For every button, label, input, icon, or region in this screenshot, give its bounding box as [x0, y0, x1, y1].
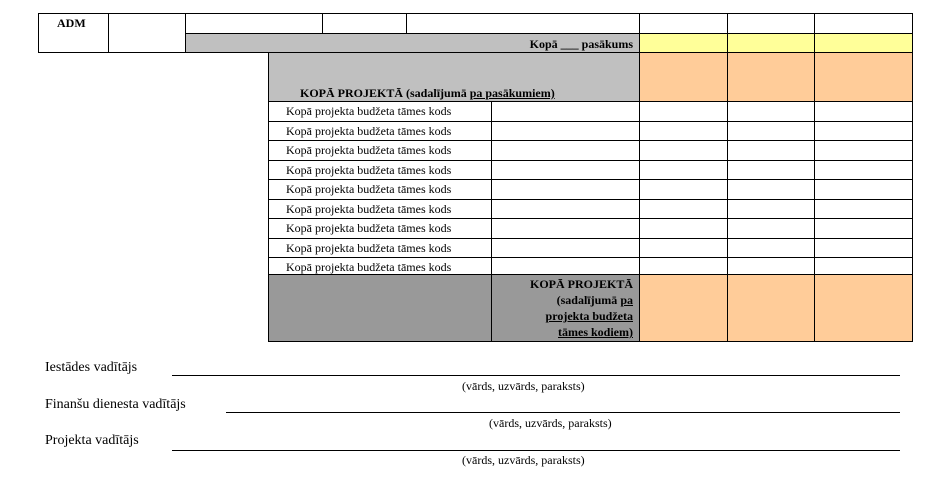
budget-row-value-cell — [814, 160, 913, 180]
budget-row-label: Kopā projekta budžeta tāmes kods — [286, 163, 452, 177]
budget-row-label-cell — [268, 140, 492, 161]
code-total-value-cell — [639, 274, 728, 342]
adm-label: ADM — [57, 16, 86, 30]
project-total-heading-cell — [268, 52, 640, 102]
budget-row-value-cell — [639, 101, 728, 122]
subtotal-suffix: pasākums — [581, 37, 633, 51]
subtotal-label-cell — [185, 33, 640, 53]
code-total-gray-cell — [268, 274, 492, 342]
signature-label-project: Projekta vadītājs — [45, 433, 139, 448]
signature-label-head: Iestādes vadītājs — [45, 360, 138, 375]
budget-row-code-cell — [491, 199, 640, 219]
project-total-underlined: pa pasākumiem) — [469, 86, 555, 100]
project-total-value-cell — [639, 52, 728, 102]
code-total-line2 — [557, 293, 633, 307]
budget-row-code-cell — [491, 179, 640, 200]
signature-hint-finance: (vārds, uzvārds, paraksts) — [489, 416, 612, 430]
adm-cell — [38, 13, 109, 53]
project-total-value-cell — [814, 52, 913, 102]
code-total-label-cell — [491, 274, 640, 342]
subtotal-value-cell — [814, 33, 913, 53]
code-total-line1: KOPĀ PROJEKTĀ — [529, 277, 633, 291]
code-total-value-cell — [814, 274, 913, 342]
budget-row-code-cell — [491, 121, 640, 141]
budget-row-code-cell — [491, 101, 640, 122]
budget-row-value-cell — [814, 179, 913, 200]
budget-row-label: Kopā projekta budžeta tāmes kods — [286, 241, 452, 255]
budget-row-value-cell — [727, 218, 815, 239]
budget-row-value-cell — [814, 140, 913, 161]
code-total-value-cell — [727, 274, 815, 342]
project-total-heading — [300, 86, 555, 100]
budget-row-value-cell — [639, 218, 728, 239]
budget-row-label-cell — [268, 199, 492, 219]
budget-row-label: Kopā projekta budžeta tāmes kods — [286, 143, 452, 157]
budget-row-label: Kopā projekta budžeta tāmes kods — [286, 104, 452, 118]
budget-row-value-cell — [727, 121, 815, 141]
subtotal-prefix: Kopā — [529, 37, 558, 51]
signature-line-finance[interactable] — [226, 412, 900, 413]
project-total-value-cell — [727, 52, 815, 102]
budget-row-value-cell — [639, 179, 728, 200]
budget-row-value-cell — [814, 121, 913, 141]
budget-row-value-cell — [727, 199, 815, 219]
budget-row-value-cell — [814, 238, 913, 258]
budget-row-label: Kopā projekta budžeta tāmes kods — [286, 124, 452, 138]
budget-row-value-cell — [639, 160, 728, 180]
signature-label-finance: Finanšu dienesta vadītājs — [45, 397, 186, 412]
budget-row-value-cell — [727, 160, 815, 180]
budget-row-code-cell — [491, 140, 640, 161]
adm-blank-cell — [108, 13, 186, 53]
budget-row-value-cell — [727, 238, 815, 258]
code-total-line4: tāmes kodiem) — [558, 325, 633, 339]
budget-row-label-cell — [268, 160, 492, 180]
budget-row-value-cell — [814, 101, 913, 122]
subtotal-blank: ___ — [560, 37, 579, 51]
top-row-cell — [727, 13, 815, 34]
budget-row-code-cell — [491, 238, 640, 258]
budget-row-value-cell — [639, 140, 728, 161]
budget-row-value-cell — [727, 179, 815, 200]
code-total-line3: projekta budžeta — [545, 309, 633, 323]
subtotal-label — [530, 37, 633, 51]
budget-row-label: Kopā projekta budžeta tāmes kods — [286, 202, 452, 216]
signature-line-project[interactable] — [172, 450, 900, 451]
budget-row-value-cell — [814, 199, 913, 219]
budget-row-label: Kopā projekta budžeta tāmes kods — [286, 182, 452, 196]
project-total-paren: (sadalījumā — [406, 86, 467, 100]
budget-row-value-cell — [814, 218, 913, 239]
top-row-cell — [185, 13, 323, 34]
budget-row-code-cell — [491, 160, 640, 180]
budget-row-label-cell — [268, 218, 492, 239]
subtotal-value-cell — [639, 33, 728, 53]
code-total-line2-b: pa — [620, 293, 633, 307]
budget-row-label: Kopā projekta budžeta tāmes kods — [286, 260, 452, 274]
project-total-main: KOPĀ PROJEKTĀ — [300, 86, 404, 100]
budget-row-value-cell — [727, 140, 815, 161]
top-row-cell — [406, 13, 640, 34]
budget-row-label-cell — [268, 121, 492, 141]
budget-row-value-cell — [639, 121, 728, 141]
budget-row-value-cell — [727, 101, 815, 122]
top-row-cell — [322, 13, 407, 34]
signature-hint-head: (vārds, uzvārds, paraksts) — [462, 379, 585, 393]
budget-row-label-cell — [268, 179, 492, 200]
budget-row-value-cell — [639, 199, 728, 219]
top-row-cell — [814, 13, 913, 34]
budget-row-label: Kopā projekta budžeta tāmes kods — [286, 221, 452, 235]
subtotal-value-cell — [727, 33, 815, 53]
budget-row-code-cell — [491, 218, 640, 239]
signature-hint-project: (vārds, uzvārds, paraksts) — [462, 453, 585, 467]
top-row-cell — [639, 13, 728, 34]
signature-line-head[interactable] — [172, 375, 900, 376]
budget-row-value-cell — [639, 238, 728, 258]
budget-row-label-cell — [268, 238, 492, 258]
budget-row-label-cell — [268, 101, 492, 122]
code-total-line2-a: (sadalījumā — [556, 293, 621, 307]
